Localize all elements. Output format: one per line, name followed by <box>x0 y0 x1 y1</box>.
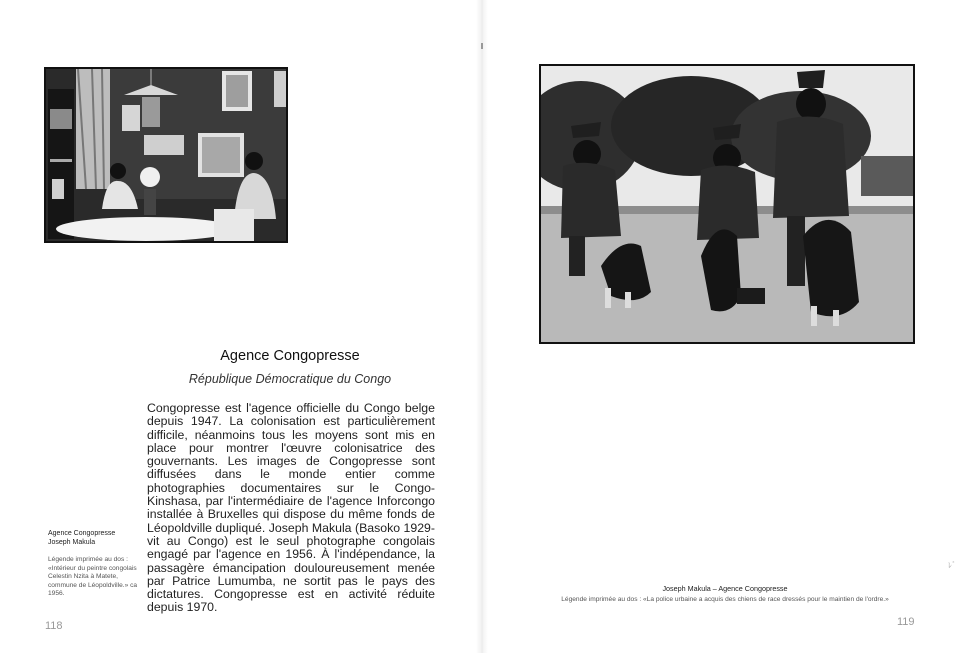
right-photo-caption <box>500 584 950 603</box>
page-number-right: 119 <box>897 616 915 628</box>
left-photo-caption <box>48 529 143 599</box>
book-gutter <box>476 0 488 653</box>
article-body: Congopresse est l'agence officielle du Congo belge depuis 1947. La colonisation est particulièrement difficile, néanmoins tous les moyens sont mis en place pour montrer l'œuvre colonisatrice des gouvernants. Les images de Congopresse sont diffusées dans le monde entier comme photographies documentaires sur le Congo-Kinshasa, par l'intermédiaire de l'agence Inforcongo installée à Bruxelles qui dispose du même fonds de Léopoldville dupliqué. Joseph Makula (Basoko 1929-vit au Congo) est le seul photographe congolais engagé par l'agence en 1956. À l'indépendance, la passagère émancipation douloureusement menée par Patrice Lumumba, ne sortit pas le pays des dictatures. Congopresse est en activité réduite depuis 1970. <box>147 401 435 615</box>
article-title: Agence Congopresse <box>220 348 360 364</box>
article-subtitle: République Démocratique du Congo <box>188 372 392 386</box>
caption-agency: Agence Congopresse <box>48 530 116 537</box>
right-caption-title: Joseph Makula – Agence Congopresse <box>662 584 788 593</box>
page-number-left: 118 <box>45 620 63 632</box>
gutter-mark <box>481 43 483 49</box>
police-dogs-photo-image <box>541 66 913 342</box>
caption-note: Légende imprimée au dos : «Intérieur du peintre congolais Celestin Nzita à Matete, commune de Léopoldville.» ca 1956. <box>48 556 138 598</box>
interior-photo <box>44 67 288 243</box>
caption-photographer: Joseph Makula <box>48 539 96 546</box>
police-dogs-photo <box>539 64 915 344</box>
interior-photo-image <box>46 69 286 241</box>
right-caption-note: Légende imprimée au dos : «La police urbaine a acquis des chiens de race dressés pour le maintien de l'ordre.» <box>561 596 889 603</box>
page-edge-mark: ﾚﾞ <box>948 561 956 570</box>
